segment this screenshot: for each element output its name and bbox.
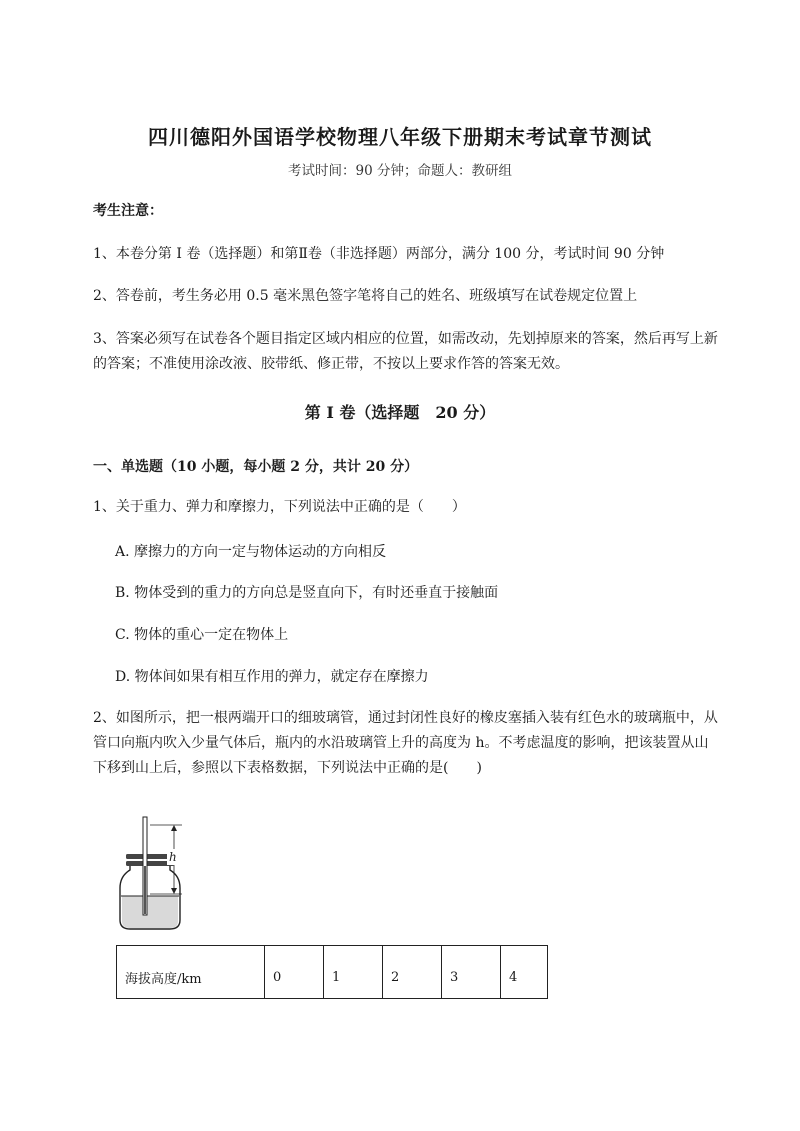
section-title: 第 I 卷（选择题 20 分）	[304, 403, 496, 422]
height-arrow-head-down	[171, 888, 177, 894]
question-1-stem: 1、关于重力、弹力和摩擦力，下列说法中正确的是（ ）	[93, 499, 466, 515]
question-1-option-a: A. 摩擦力的方向一定与物体运动的方向相反	[115, 544, 387, 560]
question-2-line-3: 下移到山上后，参照以下表格数据，下列说法中正确的是( )	[93, 760, 482, 776]
table-row	[117, 946, 548, 999]
height-arrow-head-up	[171, 825, 177, 831]
question-1-option-d: D. 物体间如果有相互作用的弹力，就定存在摩擦力	[115, 669, 429, 685]
notice-heading: 考生注意：	[93, 203, 163, 219]
notice-item-2: 2、答卷前，考生务必用 0.5 毫米黑色签字笔将自己的姓名、班级填写在试卷规定位置上	[93, 288, 638, 304]
notice-item-3: 3、答案必须写在试卷各个题目指定区域内相应的位置，如需改动，先划掉原来的答案，然后再写上新	[93, 331, 718, 347]
water-fill	[122, 896, 178, 928]
page-title: 四川德阳外国语学校物理八年级下册期末考试章节测试	[148, 125, 652, 149]
altitude-header-cell: 海拔高度/km	[117, 946, 265, 999]
altitude-cell-1: 1	[324, 946, 383, 999]
height-label: h	[169, 850, 177, 864]
question-1-option-c: C. 物体的重心一定在物体上	[115, 627, 289, 643]
exam-info: 考试时间：90 分钟；命题人：教研组	[288, 163, 512, 179]
part-heading: 一、单选题（10 小题，每小题 2 分，共计 20 分）	[93, 459, 419, 475]
altitude-table	[116, 945, 548, 999]
altitude-cell-2: 2	[383, 946, 442, 999]
altitude-cell-4: 4	[501, 946, 548, 999]
question-2-line-2: 管口向瓶内吹入少量气体后，瓶内的水沿玻璃管上升的高度为 h。不考虑温度的影响，把该装置从山	[93, 735, 709, 751]
rubber-stopper-ring	[126, 861, 174, 866]
notice-item-3-continued: 的答案；不准使用涂改液、胶带纸、修正带，不按以上要求作答的答案无效。	[93, 356, 569, 372]
altitude-cell-3: 3	[442, 946, 501, 999]
question-2-line-1: 2、如图所示，把一根两端开口的细玻璃管，通过封闭性良好的橡皮塞插入装有红色水的玻璃瓶中，从	[93, 710, 718, 726]
bottle-apparatus-figure	[110, 810, 190, 935]
question-1-option-b: B. 物体受到的重力的方向总是竖直向下，有时还垂直于接触面	[115, 585, 499, 601]
notice-item-1: 1、本卷分第 I 卷（选择题）和第Ⅱ卷（非选择题）两部分，满分 100 分，考试时间 90 分钟	[93, 246, 665, 262]
altitude-cell-0: 0	[265, 946, 324, 999]
rubber-stopper	[126, 854, 174, 859]
